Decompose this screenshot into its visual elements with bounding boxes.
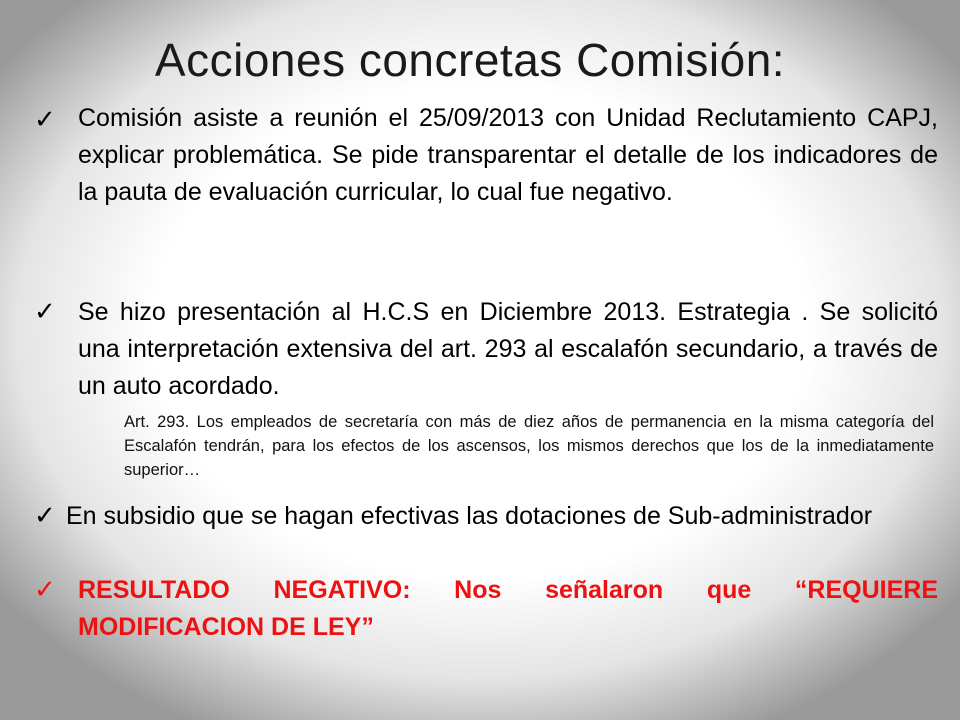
bullet-presentation: Se hizo presentación al H.C.S en Diciembre 2013. Estrategia . Se solicitó una interpretación extensiva del art. 293 al escalafón secundario, a través de un auto acordado. xyxy=(78,298,938,400)
checkmark-icon: ✓ xyxy=(34,105,56,135)
slide-title: Acciones concretas Comisión: xyxy=(154,34,786,86)
bullet-result: RESULTADO NEGATIVO: Nos señalaron que “REQUIERE MODIFICACION DE LEY” xyxy=(78,576,938,641)
article-quote xyxy=(124,410,934,482)
bullet-meeting: Comisión asiste a reunión el 25/09/2013 con Unidad Reclutamiento CAPJ, explicar problemática. Se pide transparentar el detalle de los indicadores de la pauta de evaluación curricular, lo cual fue negativo. xyxy=(78,104,938,206)
checkmark-icon: ✓ xyxy=(34,575,56,605)
bullet-subsidiary: En subsidio que se hagan efectivas las dotaciones de Sub-administrador xyxy=(66,502,873,530)
checkmark-icon: ✓ xyxy=(34,297,56,327)
checkmark-icon: ✓ xyxy=(34,501,56,531)
article-quote-text: Art. 293. Los empleados de secretaría con más de diez años de permanencia en la misma categoría del Escalafón tendrán, para los efectos de los ascensos, los mismos derechos que los de la inmediatamente superior… xyxy=(124,413,934,479)
